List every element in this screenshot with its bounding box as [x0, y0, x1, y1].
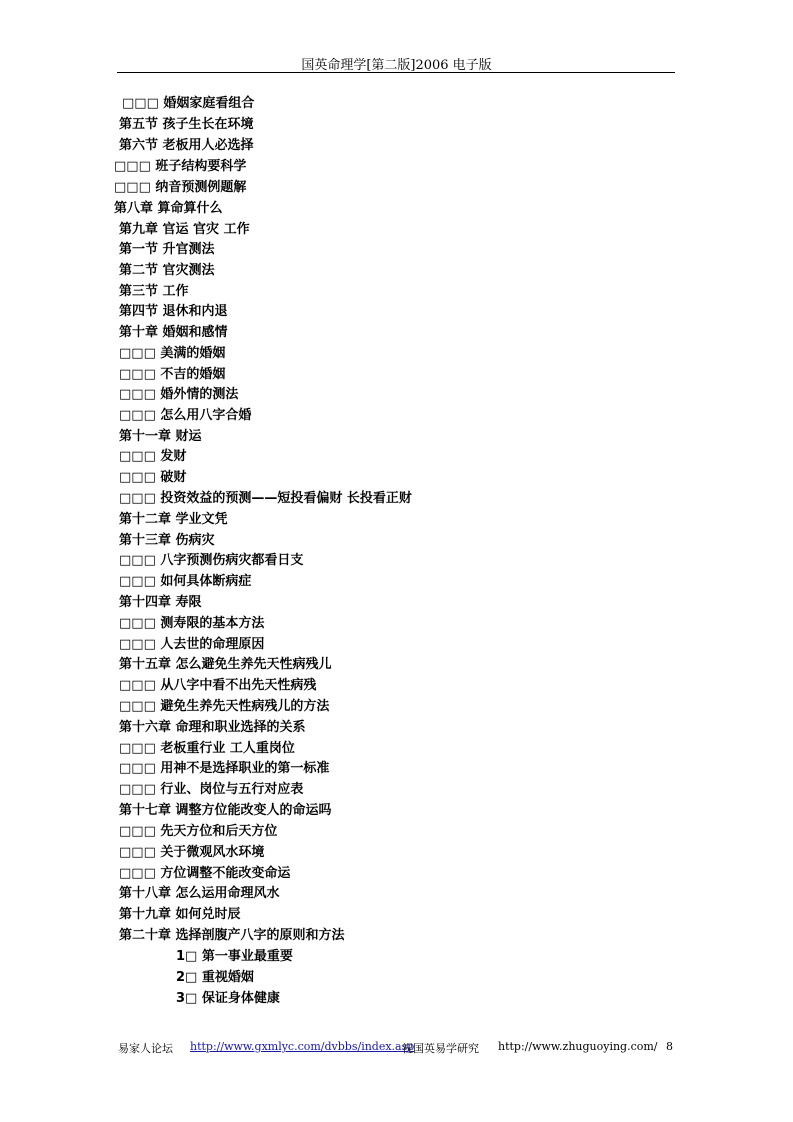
- toc-entry: □□□ 先天方位和后天方位: [119, 824, 278, 839]
- toc-entry: □□□ 行业、岗位与五行对应表: [119, 782, 304, 797]
- toc-entry: 第二节 官灾测法: [119, 263, 215, 278]
- toc-entry: 第二十章 选择剖腹产八字的原则和方法: [119, 928, 345, 943]
- toc-entry: □□□ 用神不是选择职业的第一标准: [119, 761, 330, 776]
- toc-entry: 第十四章 寿限: [119, 595, 202, 610]
- toc-entry: □□□ 破财: [119, 470, 187, 485]
- footer-research-url: http://www.zhuguoying.com/: [498, 1040, 658, 1053]
- footer-site-link[interactable]: http://www.gxmlyc.com/dvbbs/index.asp: [190, 1040, 415, 1053]
- toc-entry: 第十章 婚姻和感情: [119, 325, 228, 340]
- toc-entry: □□□ 婚姻家庭看组合: [122, 96, 255, 111]
- toc-entry: 2□ 重视婚姻: [176, 970, 254, 985]
- page-number: 8: [666, 1040, 673, 1053]
- toc-entry: □□□ 不吉的婚姻: [119, 367, 226, 382]
- toc-entry: 第四节 退休和内退: [119, 304, 228, 319]
- toc-entry: 第十一章 财运: [119, 429, 202, 444]
- toc-entry: □□□ 美满的婚姻: [119, 346, 226, 361]
- toc-entry: □□□ 老板重行业 工人重岗位: [119, 741, 295, 756]
- header-divider: [117, 72, 675, 73]
- toc-entry: □□□ 方位调整不能改变命运: [119, 866, 291, 881]
- toc-entry: □□□ 班子结构要科学: [114, 159, 247, 174]
- toc-entry: 第六节 老板用人必选择: [119, 138, 254, 153]
- toc-entry: 第十八章 怎么运用命理风水: [119, 886, 280, 901]
- toc-entry: □□□ 人去世的命理原因: [119, 637, 265, 652]
- toc-entry: 1□ 第一事业最重要: [176, 949, 293, 964]
- toc-entry: 3□ 保证身体健康: [176, 991, 280, 1006]
- toc-entry: 第十三章 伤病灾: [119, 533, 215, 548]
- toc-entry: 第八章 算命算什么: [114, 201, 223, 216]
- toc-entry: □□□ 发财: [119, 449, 187, 464]
- footer-site-name: 易家人论坛: [118, 1042, 173, 1055]
- toc-entry: 第十六章 命理和职业选择的关系: [119, 720, 306, 735]
- toc-entry: 第三节 工作: [119, 284, 189, 299]
- page-footer: [118, 1040, 678, 1058]
- toc-entry: □□□ 八字预测伤病灾都看日支: [119, 553, 304, 568]
- footer-research-label: 祝国英易学研究: [402, 1042, 479, 1055]
- toc-entry: □□□ 关于微观风水环境: [119, 845, 265, 860]
- toc-entry: 第十七章 调整方位能改变人的命运吗: [119, 803, 332, 818]
- toc-entry: □□□ 投资效益的预测——短投看偏财 长投看正财: [119, 491, 412, 506]
- toc-entry: □□□ 纳音预测例题解: [114, 180, 247, 195]
- toc-entry: 第五节 孩子生长在环境: [119, 117, 254, 132]
- toc-entry: □□□ 避免生养先天性病残儿的方法: [119, 699, 330, 714]
- toc-entry: 第十二章 学业文凭: [119, 512, 228, 527]
- toc-entry: 第九章 官运 官灾 工作: [119, 222, 250, 237]
- toc-entry: 第一节 升官测法: [119, 242, 215, 257]
- toc-entry: □□□ 从八字中看不出先天性病残: [119, 678, 317, 693]
- page-header: 国英命理学[第二版]2006 电子版: [301, 58, 492, 73]
- toc-entry: 第十五章 怎么避免生养先天性病残儿: [119, 657, 332, 672]
- toc-entry: 第十九章 如何兑时辰: [119, 907, 241, 922]
- toc-entry: □□□ 怎么用八字合婚: [119, 408, 252, 423]
- toc-entry: □□□ 婚外情的测法: [119, 387, 239, 402]
- toc-entry: □□□ 测寿限的基本方法: [119, 616, 265, 631]
- toc-entry: □□□ 如何具体断病症: [119, 574, 252, 589]
